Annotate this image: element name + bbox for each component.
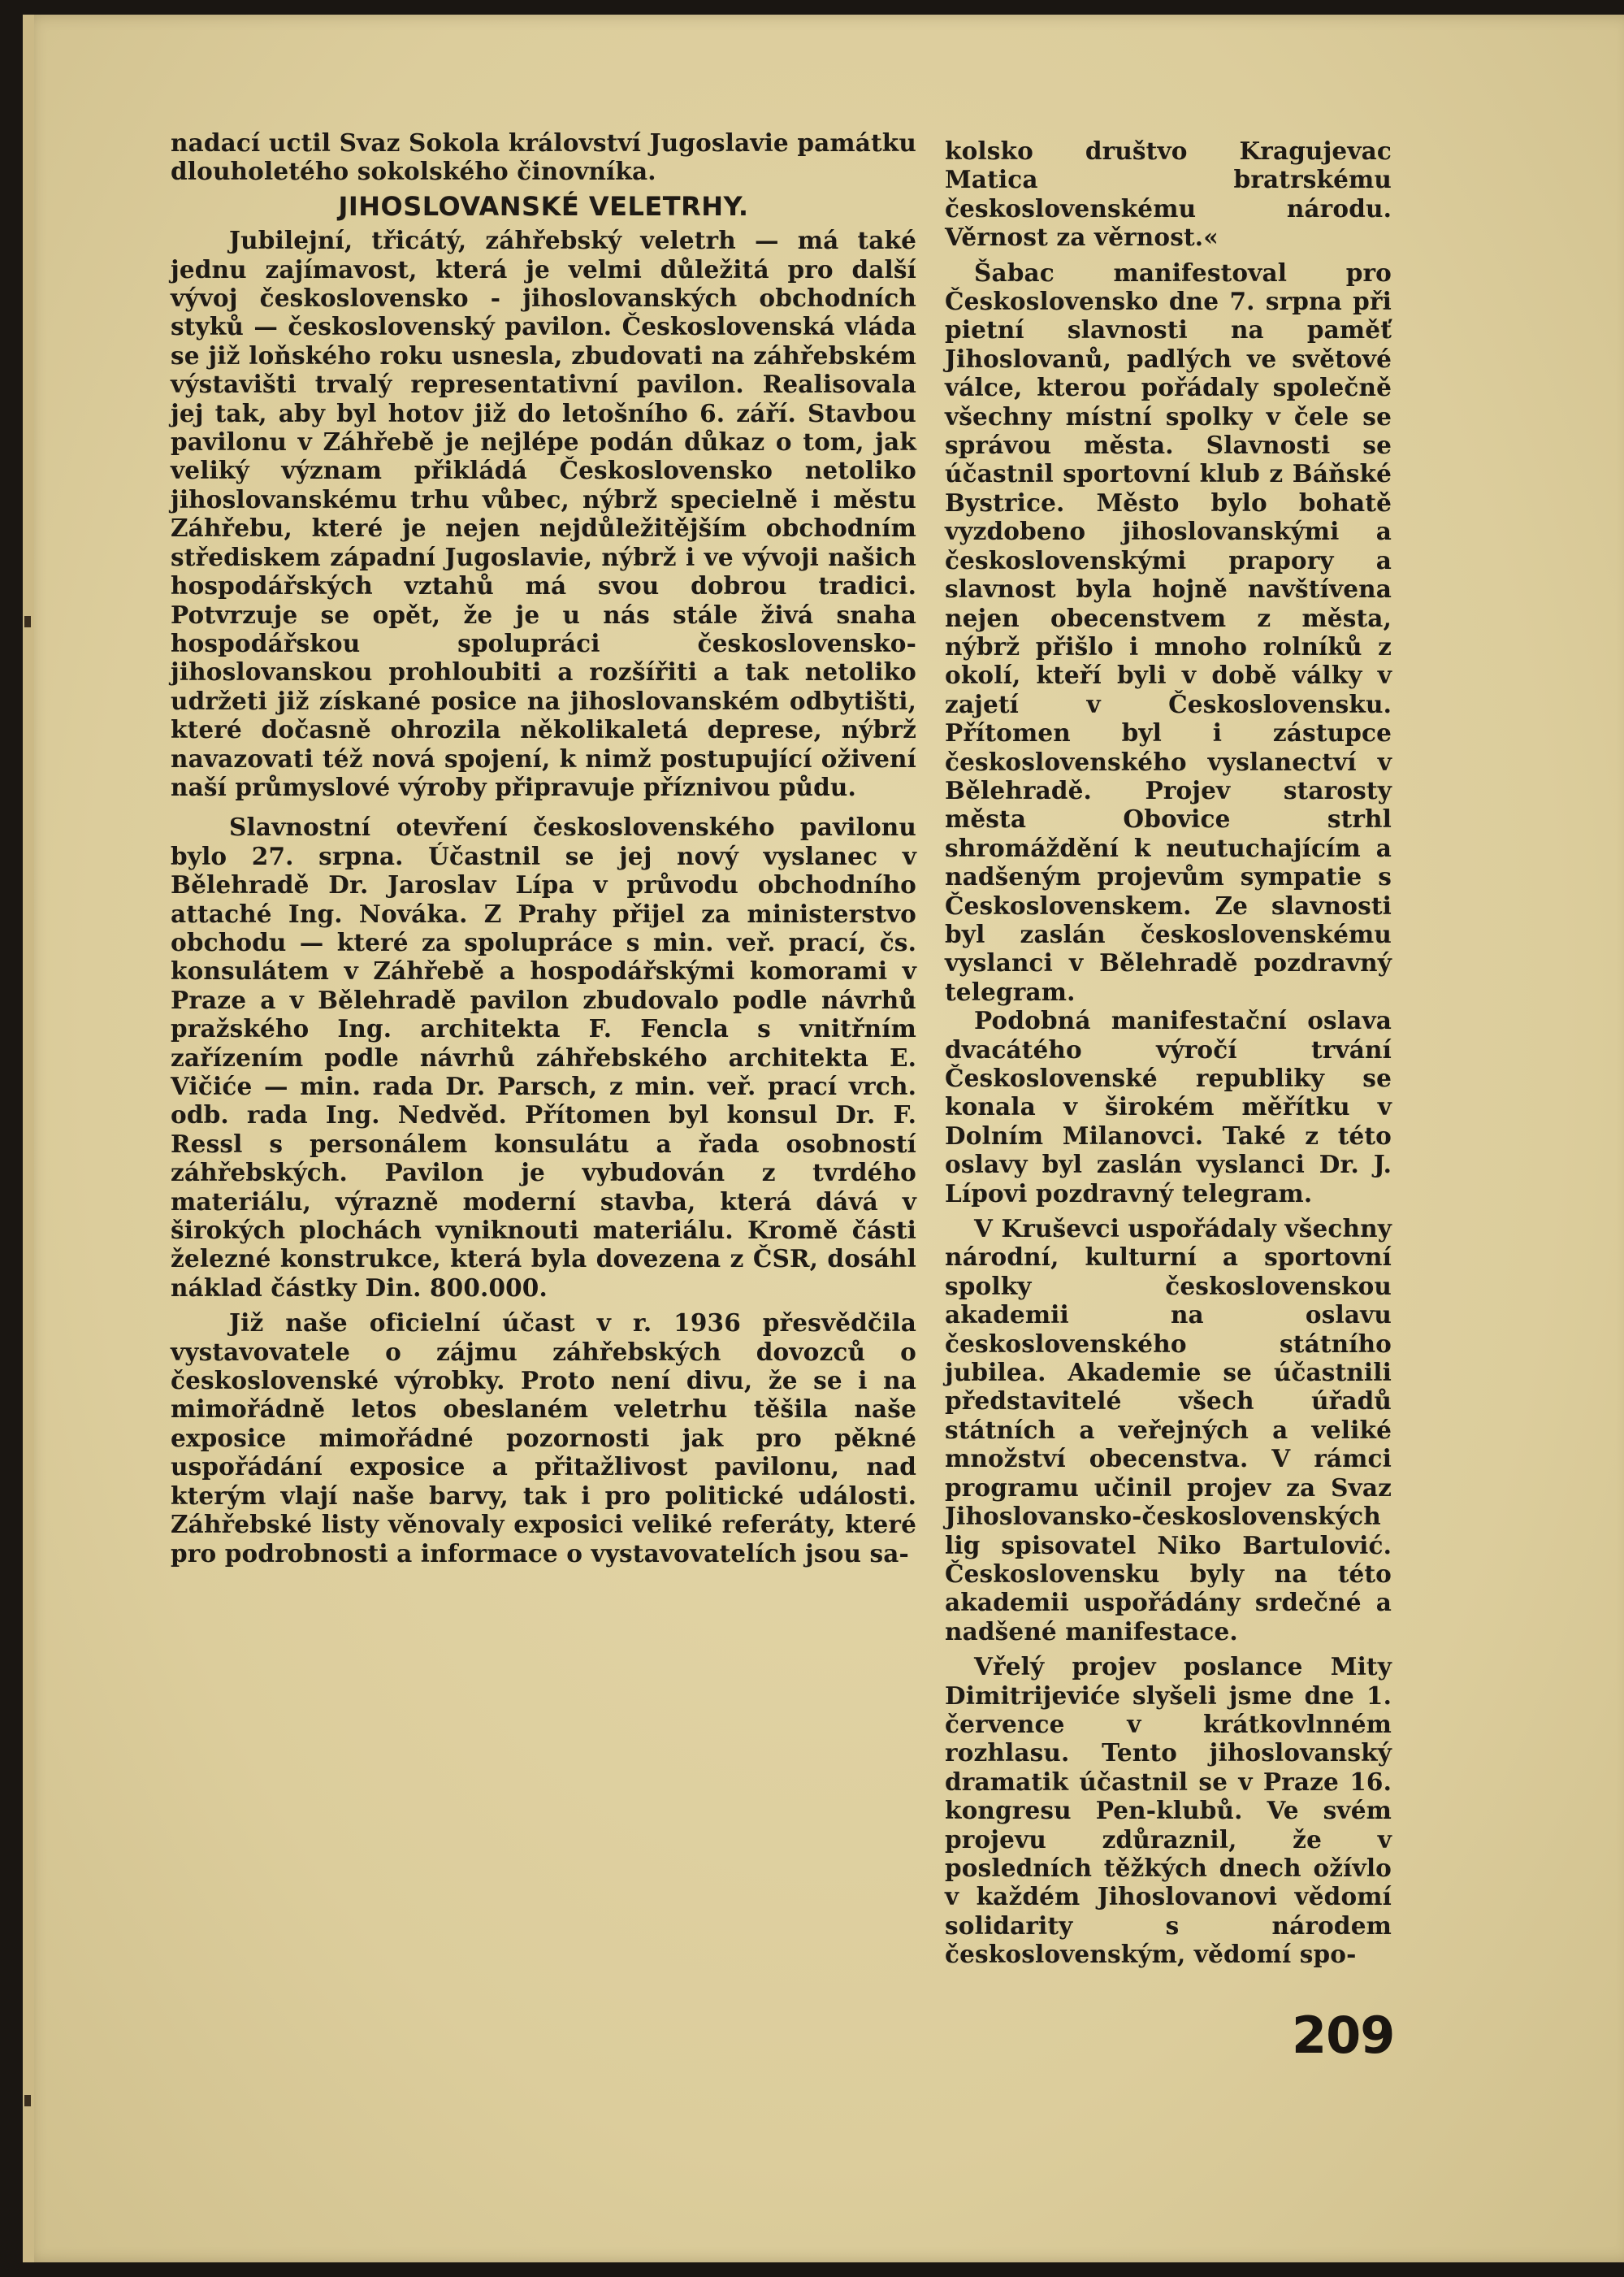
section-heading: JIHOSLOVANSKÉ VELETRHY. — [338, 190, 749, 222]
left-paragraph-1: Jubilejní, třicátý, záhřebský veletrh — má také jednu zajímavost, která je velmi důležitá pro další vývoj československo - jihoslovanských obchodních styků — československý pavilon. Československá vláda se již loňského roku usnesla, zbudovati na záhřebském výstavišti trvalý representativní pavilon. Realisovala jej tak, aby byl hotov již do letošního 6. září. Stavbou pavilonu v Záhřebě je nejlépe podán důkaz o tom, jak veliký význam přikládá Československo netoliko jihoslovanskému trhu vůbec, nýbrž specielně i městu Záhřebu, které je nejen nejdůležitějším obchodním střediskem západní Jugoslavie, nýbrž i ve vývoji našich hospodářských vztahů má svou dobrou tradici. Potvrzuje se opět, že je u nás stále živá snaha hospodářskou spolupráci československo-jihoslovanskou prohloubiti a rozšířiti a tak netoliko udržeti již získané posice na jihoslovanském odbytišti, které dočasně ohrozila několikaletá deprese, nýbrž navazovati též nová spojení, k nimž postupující oživení naší průmyslové výroby připravuje příznivou půdu. — [171, 226, 916, 801]
left-column — [171, 128, 916, 1568]
right-paragraph-krusevac — [945, 1214, 1392, 1646]
left-paragraph-2: Slavnostní otevření československého pavilonu bylo 27. srpna. Účastnil se jej nový vyslanec v Bělehradě Dr. Jaroslav Lípa v průvodu obchodního attaché Ing. Nováka. Z Prahy přijel za ministerstvo obchodu — které za spolupráce s min. veř. prací, čs. konsulátem v Záhřebě a hospodářskými komorami v Praze a v Bělehradě pavilon zbudovalo podle návrhů pražského Ing. architekta F. Fencla s vnitřním zařízením podle návrhů záhřebského architekta E. Vičiće — min. rada Dr. Parsch, z min. veř. prací vrch. odb. rada Ing. Nedvěd. Přítomen byl konsul Dr. F. Ressl s personálem konsulátu a řada osobností záhřebských. Pavilon je vybudován z tvrdého materiálu, výrazně moderní stavba, která dává v širokých plochách vyniknouti materiálu. Kromě části železné konstrukce, která byla dovezena z ČSR, dosáhl náklad částky Din. 800.000. — [171, 813, 916, 1302]
paragraph-lead: Vřelý projev — [974, 1652, 1156, 1681]
left-paragraph-3: Již naše oficielní účast v r. 1936 přesvědčila vystavovatele o zájmu záhřebských dovozců o československé výrobky. Proto není divu, že se i na mimořádně letos obeslaném veletrhu těšila naše exposice mimořádné pozornosti jak pro pěkné uspořádání exposice a přitažlivost pavilonu, nad kterým vlají naše barvy, tak i pro politické události. Záhřebské listy věnovaly exposici veliké referáty, které pro podrobnosti a informace o vystavovatelích jsou sa- — [171, 1308, 916, 1568]
place-name: Dolním Milanovci. — [945, 1121, 1204, 1150]
paragraph-lead: V Kruševci — [974, 1214, 1119, 1243]
binding-mark — [24, 616, 31, 627]
page-number: 209 — [1292, 2006, 1395, 2065]
paragraph-lead: Šabac manifestoval — [974, 258, 1288, 287]
paragraph-text: Také z této oslavy byl zaslán vyslanci Dr. J. Lípovi pozdravný telegram. — [945, 1121, 1392, 1208]
binding-mark — [24, 2095, 31, 2106]
right-paragraph-milanovac — [945, 1006, 1392, 1208]
right-paragraph-projev — [945, 1652, 1392, 1968]
right-column — [945, 137, 1392, 1969]
right-intro-paragraph: kolsko društvo Kragujevac Matica bratrskému československému národu. Věrnost za věrnost.« — [945, 137, 1392, 252]
paragraph-text: poslance Mity Dimitrijeviće slyšeli jsme dne 1. července v krátkovlnném rozhlasu. Tento jihoslovanský dramatik účastnil se v Praze 16. kongresu Pen-klubů. Ve svém projevu zdůraznil, že v posledních těžkých dnech ožívlo v každém Jihoslovanovi vědomí solidarity s národem československým, vědomí spo- — [945, 1652, 1392, 1969]
left-intro-paragraph: nadací uctil Svaz Sokola království Jugoslavie památku dlouholetého sokolského činovníka. — [171, 128, 916, 186]
paragraph-text: uspořádaly všechny národní, kulturní a sportovní spolky československou akademii na oslavu československého státního jubilea. Akademie se účastnili představitelé všech úřadů státních a veřejných a veliké množství obecenstva. V rámci programu učinil projev za Svaz Jihoslovansko-československých lig spisovatel Niko Bartulović. Československu byly na této akademii uspořádány srdečné a nadšené manifestace. — [945, 1214, 1392, 1646]
book-page — [23, 15, 1624, 2262]
right-paragraph-sabac — [945, 258, 1392, 1007]
paragraph-text: pro Československo dne 7. srpna při pietní slavnosti na paměť Jihoslovanů, padlých ve světové válce, kterou pořádaly společně všechny místní spolky v čele se správou města. Slavnosti se účastnil sportovní klub z Báňské Bystrice. Město bylo bohatě vyzdobeno jihoslovanskými a československými prapory a slavnost byla hojně navštívena nejen obecenstvem z města, nýbrž přišlo i mnoho rolníků z okolí, kteří byli v době války v zajetí v Československu. Přítomen byl i zástupce československého vyslanectví v Bělehradě. Projev starosty města Obovice strhl shromáždění k neutuchajícím a nadšeným projevům sympatie s Československem. Ze slavnosti byl zaslán československému vyslanci v Bělehradě pozdravný telegram. — [945, 258, 1392, 1006]
paragraph-text: Podobná manifestační oslava dvacátého výročí trvání Československé republiky se konala v širokém měřítku v — [945, 1006, 1392, 1121]
page-binding-edge — [23, 15, 34, 2262]
